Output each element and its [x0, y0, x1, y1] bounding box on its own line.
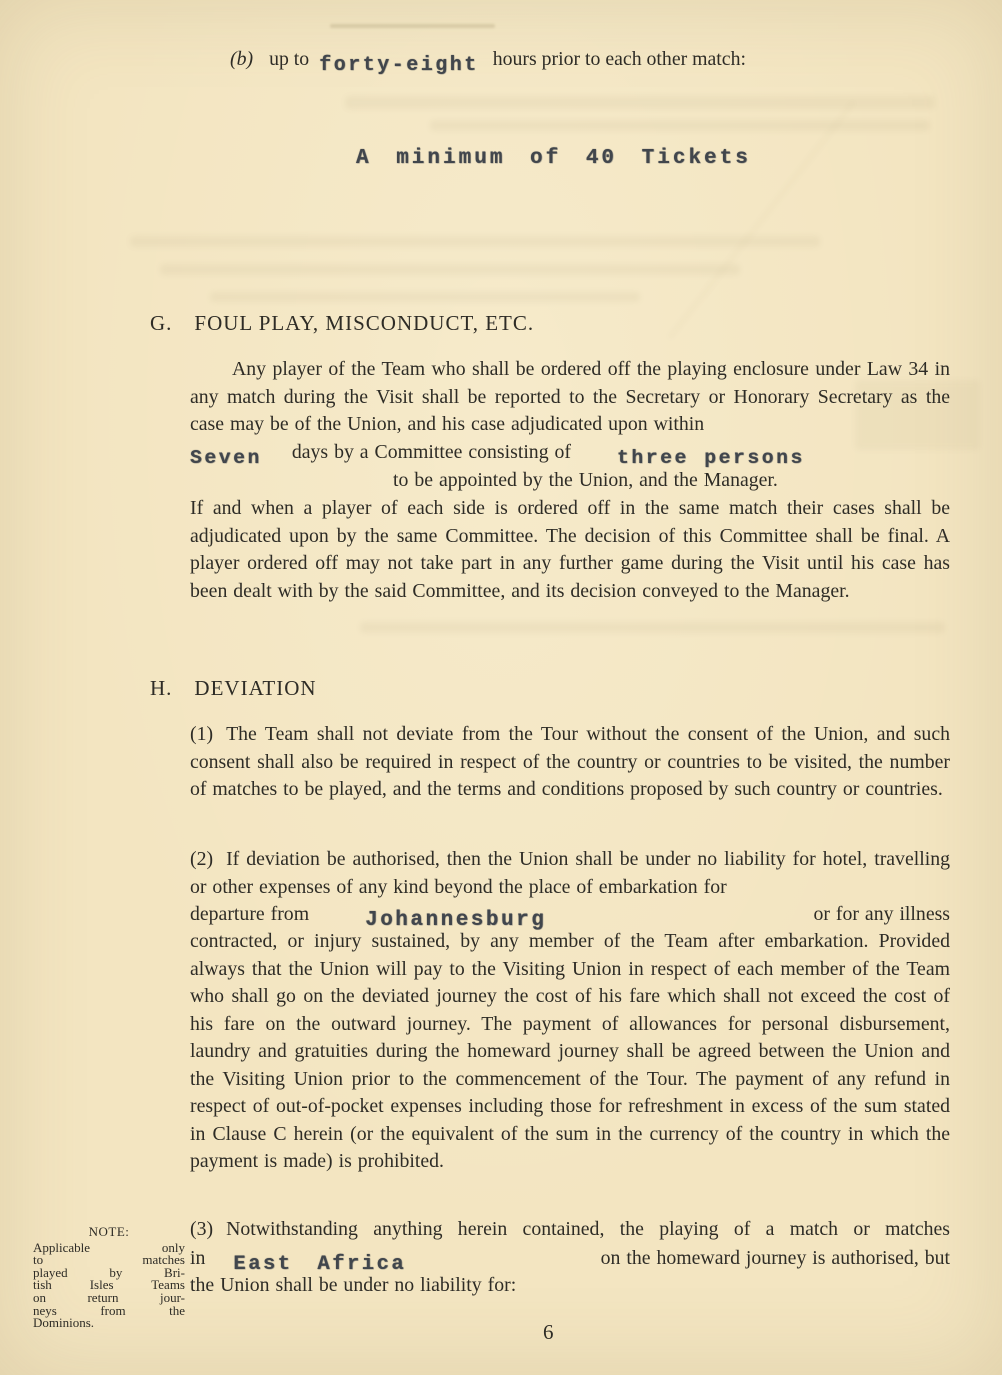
margin-note-label: NOTE: — [88, 1224, 130, 1239]
clause-3-lead-text: Notwithstanding anything herein contained, the playing of a match or matches — [226, 1218, 950, 1240]
crease-mark — [668, 101, 855, 339]
margin-note-line: on return jour- — [33, 1289, 185, 1305]
clause-3-line-right: on the homeward journey is authorised, but — [600, 1247, 950, 1269]
section-h-title: DEVIATION — [194, 676, 317, 700]
clause-1-text: The Team shall not deviate from the Tour without the consent of the Union, and such consent shall also be required in respect of the country or countries to be visited, the number of matches to be played, and the terms and conditions proposed by such country or countries. — [190, 723, 950, 800]
clause-3-tail: the Union shall be under no liability for: — [190, 1274, 517, 1296]
bleedthrough-mark — [130, 236, 820, 247]
section-h-heading — [150, 676, 317, 701]
bleedthrough-mark — [210, 292, 640, 302]
clause-2-rest: contracted, or injury sustained, by any member of the Team after embarkation. Provided always that the Union will pay to the Visiting Union in respect of each member of the Team who shall go on the deviated journey the cost of his fare which shall not exceed the cost of his fare on the outward journey. The payment of allowances for personal disbursement, laundry and gratuities during the homeward journey shall be agreed between the Union and the Visiting Union prior to the commencement of the Tour. The payment of any refund in respect of out-of-pocket expenses including those for refreshment in excess of the sum stated in Clause C herein (or the equivalent of the sum in the currency of the country in which the payment is made) is prohibited. — [190, 930, 950, 1172]
margin-note-line: Applicable only — [33, 1239, 185, 1255]
bleedthrough-mark — [160, 264, 740, 275]
typed-region-value: East Africa — [233, 1253, 407, 1276]
scan-smudge-mark — [330, 24, 495, 28]
margin-note-line: neys from the — [33, 1302, 185, 1318]
margin-note-line: Dominions. — [33, 1315, 95, 1331]
bleedthrough-mark — [360, 622, 945, 633]
typed-days-value: Seven — [190, 447, 262, 469]
section-g-heading — [150, 311, 534, 336]
margin-note-line: to matches — [33, 1252, 185, 1268]
clause-2-line-left: departure from — [190, 903, 310, 925]
typed-tickets-line: A minimum of 40 Tickets — [356, 147, 751, 170]
clause-2-filled-line — [190, 901, 950, 930]
section-g-appointed-line: to be appointed by the Union, and the Manager. — [393, 469, 778, 491]
clause-3-marker: (3) — [190, 1218, 214, 1240]
clause-b-suffix: hours prior to each other match: — [492, 48, 746, 70]
clause-b-prefix: up to — [269, 48, 310, 70]
bleedthrough-mark — [345, 96, 935, 109]
margin-note — [33, 1226, 185, 1330]
clause-3-lead — [190, 1216, 950, 1244]
typed-departure-place: Johannesburg — [365, 909, 547, 932]
clause-b-line — [230, 48, 746, 77]
section-h-letter: H. — [150, 676, 173, 700]
clause-3-line-left: in — [190, 1247, 206, 1269]
typed-hours-value: forty-eight — [319, 54, 479, 77]
typed-committee-value: three persons — [617, 447, 805, 469]
clause-1-marker: (1) — [190, 723, 214, 745]
section-g-title: FOUL PLAY, MISCONDUCT, ETC. — [194, 311, 535, 335]
margin-note-line: played by Bri- — [33, 1264, 185, 1280]
section-g-paragraph-1: Any player of the Team who shall be ordered off the playing enclosure under Law 34 in any match during the Visit shall be reported to the Secretary or Honorary Secretary as the case may be of the Union, and his case adjudicated upon within — [190, 358, 950, 435]
section-g-filled-line — [190, 439, 950, 468]
bleedthrough-mark — [430, 120, 930, 131]
clause-b-marker: (b) — [230, 48, 254, 70]
clause-2-lead-text: If deviation be authorised, then the Union shall be under no liability for hotel, travelling or other expenses of any kind beyond the place of embarkation for — [190, 848, 950, 898]
clause-2-line-right: or for any illness — [813, 903, 950, 925]
page-number: 6 — [543, 1320, 554, 1344]
clause-3-filled-line — [190, 1245, 950, 1274]
clause-1-paragraph — [190, 721, 950, 804]
clause-2-lead — [190, 846, 950, 901]
section-g-committee-text: days by a Committee consisting of — [291, 441, 572, 463]
section-g-paragraph-2: If and when a player of each side is ordered off in the same match their cases shall be adjudicated upon by the same Committee. The decision of this Committee shall be final. A player ordered off may not take part in any further game during the Visit until his case has been dealt with by the said Committee, and its decision conveyed to the Manager. — [190, 497, 950, 602]
clause-2-marker: (2) — [190, 848, 214, 870]
section-g-letter: G. — [150, 311, 173, 335]
margin-note-line: tish Isles Teams — [33, 1277, 185, 1293]
